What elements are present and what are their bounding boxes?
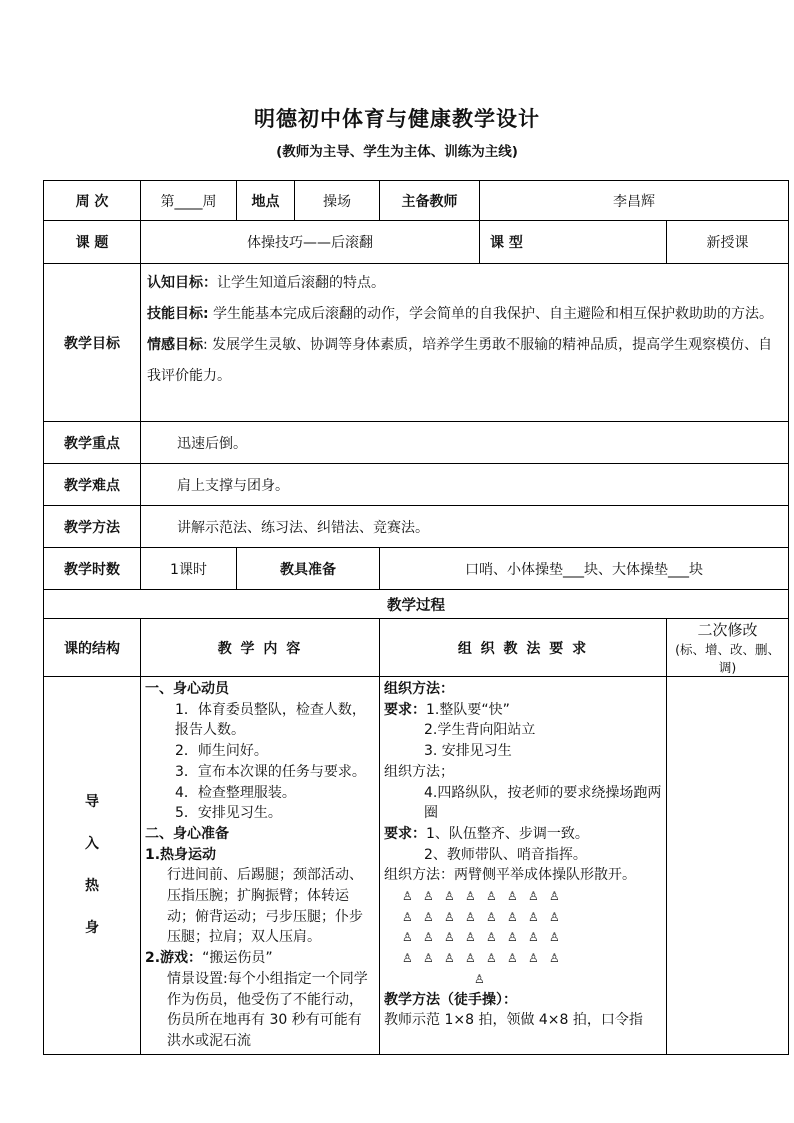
goals-label: 教学目标 (44, 264, 141, 422)
page-subtitle: (教师为主导、学生为主体、训练为主线) (276, 144, 518, 160)
col-revise: 二次修改 (标、增、改、删、调) (667, 619, 789, 677)
difficulty-label: 教学难点 (44, 464, 141, 506)
col-structure: 课的结构 (44, 619, 141, 677)
key-point-value: 迅速后倒。 (141, 422, 789, 464)
goal-emotion: 情感目标: 发展学生灵敏、协调等身体素质，培养学生勇敢不服输的精神品质，提高学生观察模仿、自我评价能力。 (147, 337, 773, 384)
process-header-row (44, 619, 789, 677)
teacher-label: 主备教师 (380, 181, 480, 221)
week-value: 第____周 (141, 181, 237, 221)
process-title: 教学过程 (44, 590, 789, 619)
formation-row: ♙ ♙ ♙ ♙ ♙ ♙ ♙ ♙ (402, 930, 560, 945)
method-label: 教学方法 (44, 506, 141, 548)
place-value: 操场 (295, 181, 380, 221)
lesson-plan-table (43, 180, 789, 1055)
list-item: 2．师生问好。 (175, 743, 268, 760)
info-row-2 (44, 221, 789, 264)
goal-cognitive: 认知目标：让学生知道后滚翻的特点。 (147, 275, 385, 291)
section-content: 一、身心动员 1．体育委员整队，检查人数，报告人数。 2．师生问好。 3．宣布本次课的任务与要求。 4．检查整理服装。 5．安排见习生。 二、身心准备 1.热身运动 行进间前、后踢腿；颈部活动、压指压腕；扩胸振臂；体转运动；俯背运动；弓步压腿；仆步压腿；拉肩；双人压肩。 2.游戏：“搬运伤员” 情景设置:每个小组指定一个同学作为伤员，他受伤了不能行动，伤员所在地再有 30 秒有可能有洪水或泥石流 (141, 677, 380, 1055)
info-row-1 (44, 181, 789, 221)
hours-row (44, 548, 789, 590)
col-content: 教 学 内 容 (141, 619, 380, 677)
list-item: 3．宣布本次课的任务与要求。 (175, 763, 366, 780)
method-row (44, 506, 789, 548)
list-item: 5．安排见习生。 (175, 805, 282, 822)
formation-row: ♙ ♙ ♙ ♙ ♙ ♙ ♙ ♙ (402, 889, 560, 904)
hours-value: 1课时 (141, 548, 237, 590)
formation-row: ♙ ♙ ♙ ♙ ♙ ♙ ♙ ♙ (402, 951, 560, 966)
key-point-label: 教学重点 (44, 422, 141, 464)
list-item: 1．体育委员整队，检查人数，报告人数。 (175, 701, 366, 739)
place-label: 地点 (237, 181, 295, 221)
equip-label: 教具准备 (237, 548, 380, 590)
hours-label: 教学时数 (44, 548, 141, 590)
topic-label: 课 题 (44, 221, 141, 264)
method-value: 讲解示范法、练习法、纠错法、竞赛法。 (141, 506, 789, 548)
teacher-value: 李昌辉 (480, 181, 789, 221)
page-title: 明德初中体育与健康教学设计 (254, 107, 540, 131)
warmup-section-row (44, 677, 789, 1055)
week-label: 周 次 (44, 181, 141, 221)
goals-content (141, 264, 789, 422)
list-item: 4．检查整理服装。 (175, 784, 296, 801)
topic-value: 体操技巧——后滚翻 (141, 221, 480, 264)
goals-row (44, 264, 789, 422)
key-point-row (44, 422, 789, 464)
difficulty-row (44, 464, 789, 506)
type-label: 课 型 (480, 221, 667, 264)
col-org: 组 织 教 法 要 求 (380, 619, 667, 677)
teacher-position: ♙ (474, 971, 485, 986)
equip-value: 口哨、小体操垫___块、大体操垫___块 (380, 548, 789, 590)
section-org: 组织方法： 要求：1.整队要“快” 2.学生背向阳站立 3. 安排见习生 组织方法； 4.四路纵队，按老师的要求绕操场跑两圈 要求：1、队伍整齐、步调一致。 2、教师带队、哨音指挥。 组织方法：两臂侧平举成体操队形散开。 ♙ ♙ ♙ ♙ ♙ ♙ ♙ ♙ ♙ ♙ ♙ ♙ ♙ ♙ ♙ ♙ ♙ ♙ ♙ ♙ ♙ ♙ ♙ ♙ ♙ ♙ ♙ ♙ ♙ ♙ ♙ ♙ ♙ 教学方法（徒手操）： 教师示范 1×8 拍，领做 4×8 拍，口令指 (380, 677, 667, 1055)
difficulty-value: 肩上支撑与团身。 (141, 464, 789, 506)
formation-row: ♙ ♙ ♙ ♙ ♙ ♙ ♙ ♙ (402, 909, 560, 924)
type-value: 新授课 (667, 221, 789, 264)
goal-skill: 技能目标: 学生能基本完成后滚翻的动作，学会简单的自我保护、自主避险和相互保护救助助的方法。 (147, 306, 774, 322)
process-title-row (44, 590, 789, 619)
section-label: 导 入 热 身 (44, 677, 141, 1055)
section-revise (667, 677, 789, 1055)
